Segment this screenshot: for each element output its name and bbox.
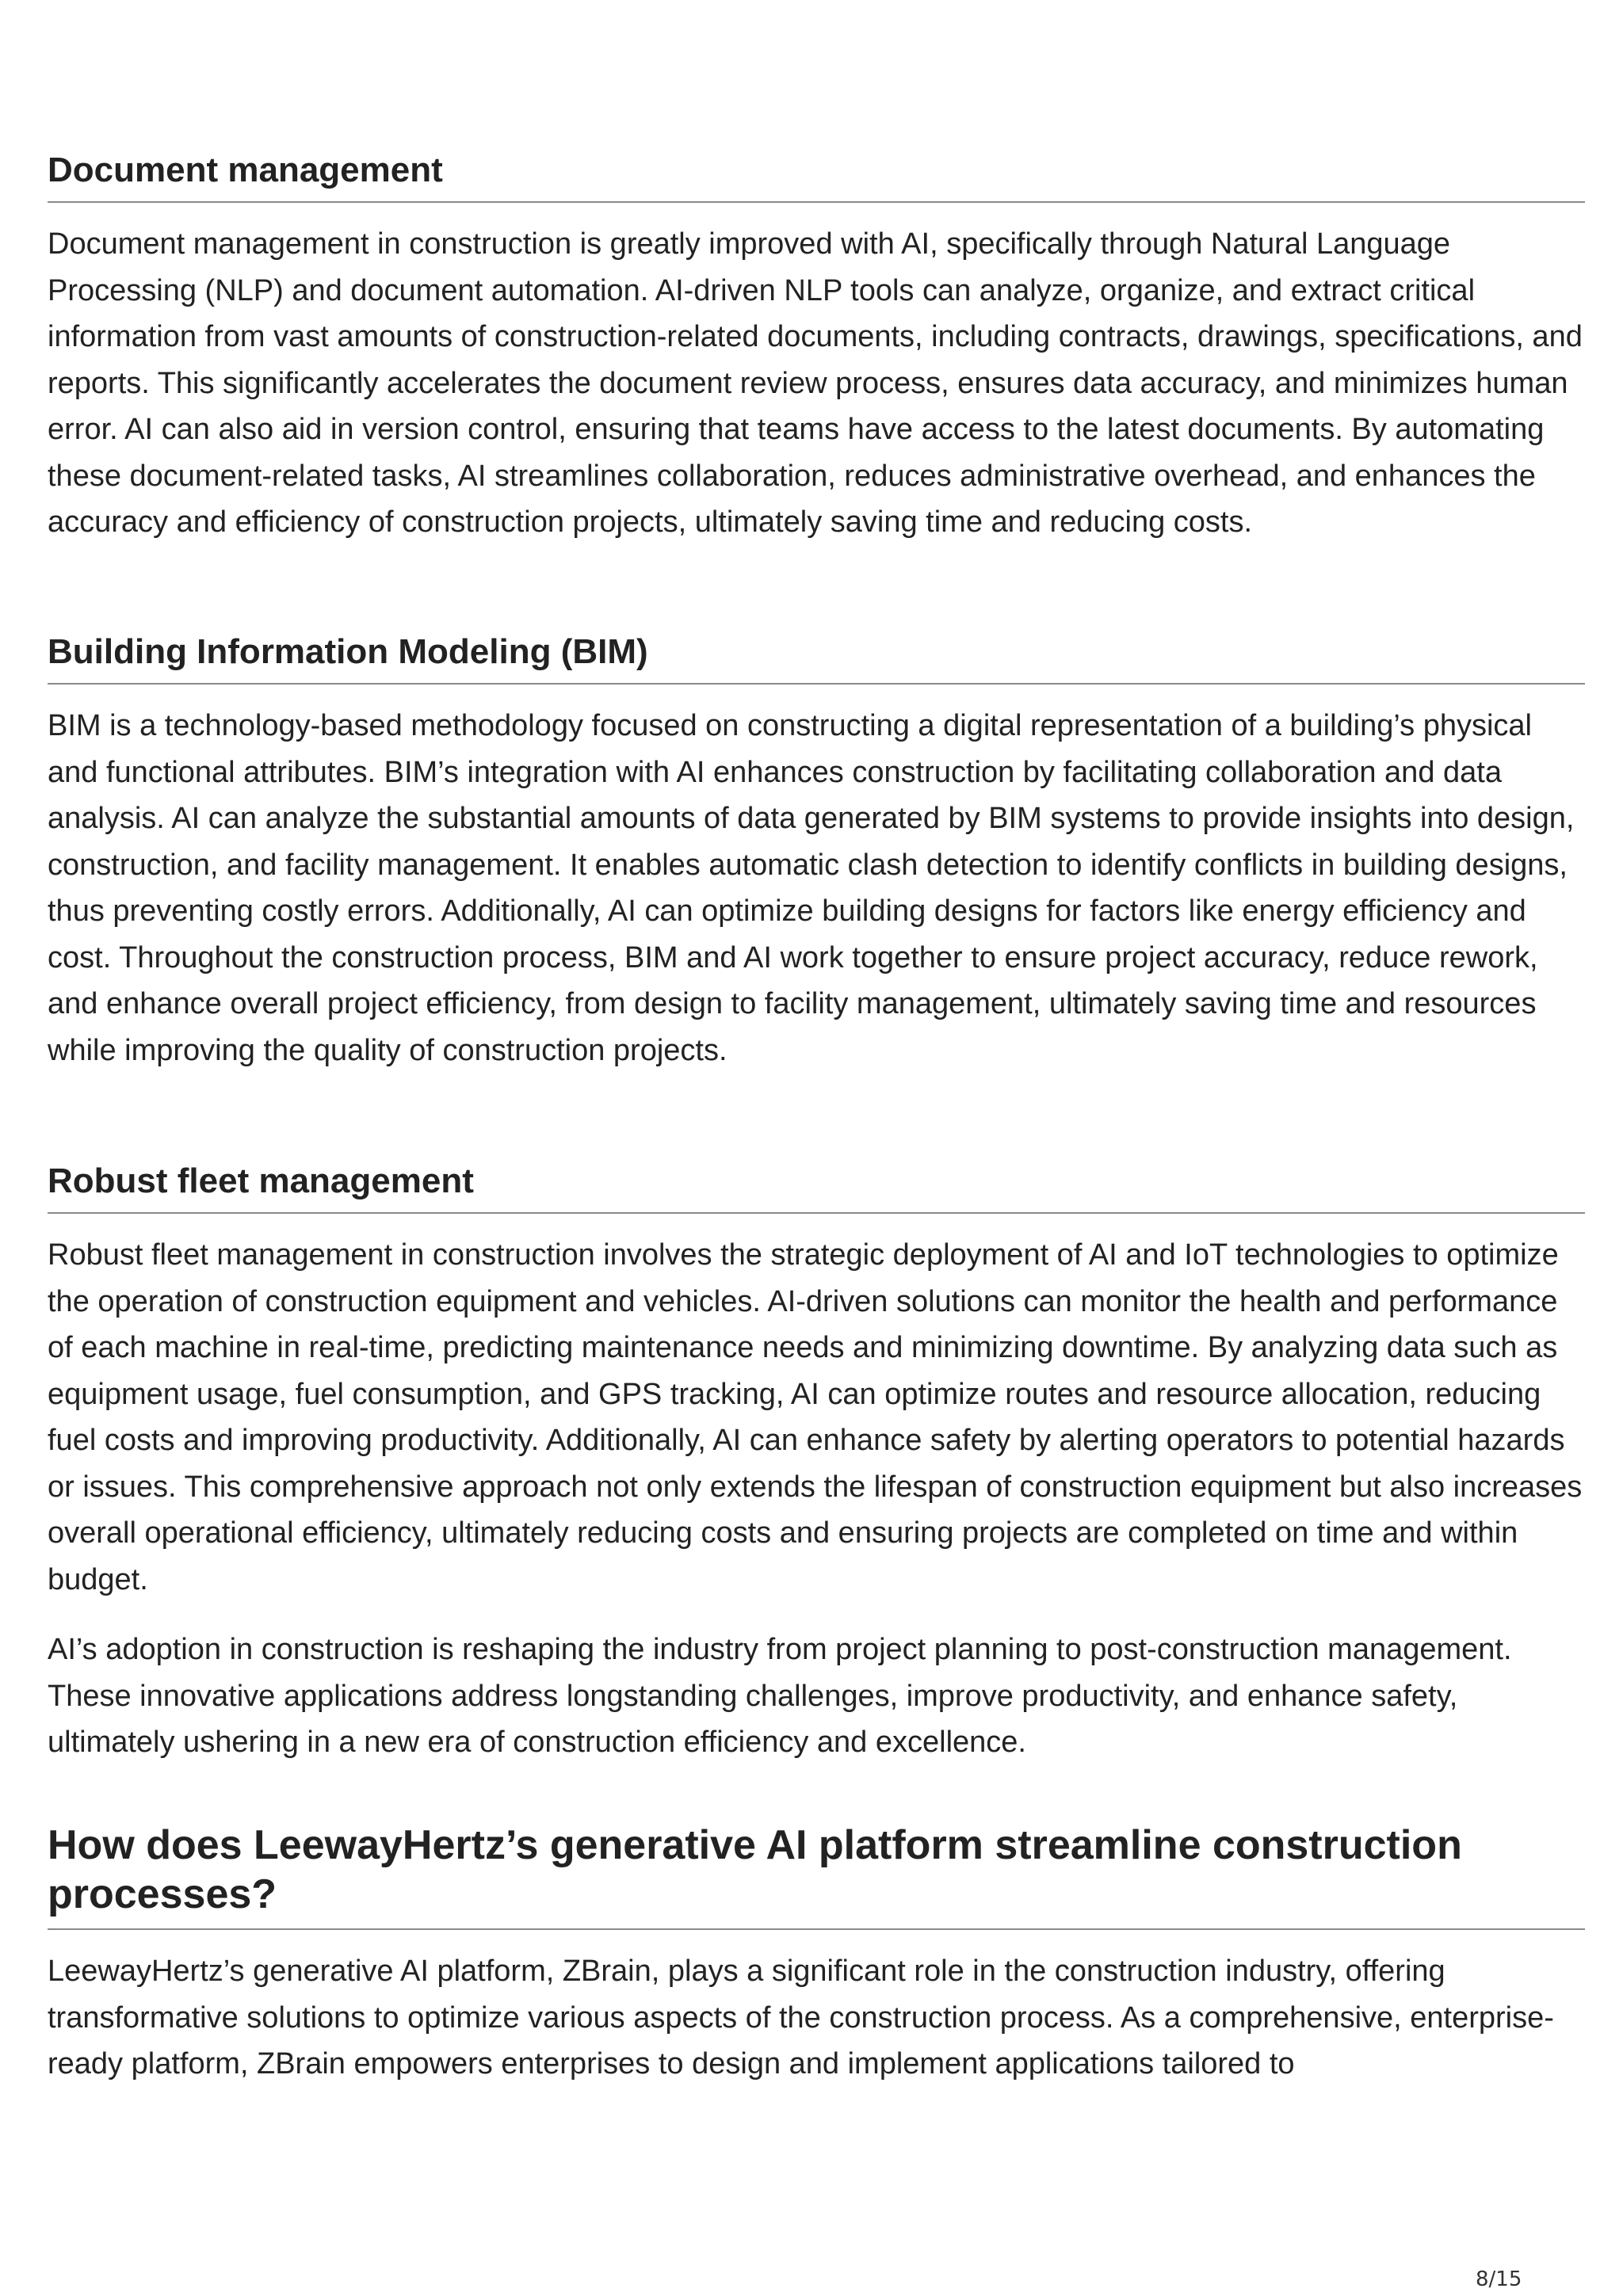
page-number: 8/15 [1476, 2267, 1522, 2291]
paragraph: AI’s adoption in construction is reshaping the industry from project planning to post-construction management. These innovative applications address longstanding challenges, improve productivity, and enhance safety, ultimately ushering in a new era of construction efficiency and excellence. [48, 1633, 1512, 1759]
section-fleet-management [48, 1160, 1585, 1766]
heading-divider [48, 1928, 1585, 1930]
section-heading: Robust fleet management [48, 1161, 474, 1200]
paragraph: Document management in construction is greatly improved with AI, specifically through Natural Language Processing (NLP) and document automation. AI-driven NLP tools can analyze, organize, and extract critical information from vast amounts of construction-related documents, including contracts, drawings, specifications, and reports. This significantly accelerates the document review process, ensures data accuracy, and minimizes human error. AI can also aid in version control, ensuring that teams have access to the latest documents. By automating these document-related tasks, AI streamlines collaboration, reduces administrative overhead, and enhances the accuracy and efficiency of construction projects, ultimately saving time and reducing costs. [48, 227, 1583, 539]
paragraph: LeewayHertz’s generative AI platform, ZBrain, plays a significant role in the construction industry, offering transformative solutions to optimize various aspects of the construction process. As a comprehensive, enterprise-ready platform, ZBrain empowers enterprises to design and implement applications tailored to [48, 1955, 1554, 2081]
section-heading: Document management [48, 151, 443, 189]
section-heading: Building Information Modeling (BIM) [48, 632, 648, 671]
section-document-management [48, 149, 1585, 546]
section-leewayhertz-platform [48, 1821, 1585, 2088]
paragraph: BIM is a technology-based methodology focused on constructing a digital representation of a building’s physical and functional attributes. BIM’s integration with AI enhances construction by facilitating collaboration and data analysis. AI can analyze the substantial amounts of data generated by BIM systems to provide insights into design, construction, and facility management. It enables automatic clash detection to identify conflicts in building designs, thus preventing costly errors. Additionally, AI can optimize building designs for factors like energy efficiency and cost. Throughout the construction process, BIM and AI work together to ensure project accuracy, reduce rework, and enhance overall project efficiency, from design to facility management, ultimately saving time and resources while improving the quality of construction projects. [48, 709, 1575, 1067]
section-bim [48, 631, 1585, 1074]
paragraph: Robust fleet management in construction involves the strategic deployment of AI and IoT technologies to optimize the operation of construction equipment and vehicles. AI-driven solutions can monitor the health and performance of each machine in real-time, predicting maintenance needs and minimizing downtime. By analyzing data such as equipment usage, fuel consumption, and GPS tracking, AI can optimize routes and resource allocation, reducing fuel costs and improving productivity. Additionally, AI can enhance safety by alerting operators to potential hazards or issues. This comprehensive approach not only extends the lifespan of construction equipment but also increases overall operational efficiency, ultimately reducing costs and ensuring projects are completed on time and within budget. [48, 1238, 1583, 1596]
heading-divider [48, 1212, 1585, 1214]
heading-divider [48, 201, 1585, 203]
heading-divider [48, 683, 1585, 685]
section-heading: How does LeewayHertz’s generative AI platform streamline construction processes? [48, 1822, 1462, 1917]
